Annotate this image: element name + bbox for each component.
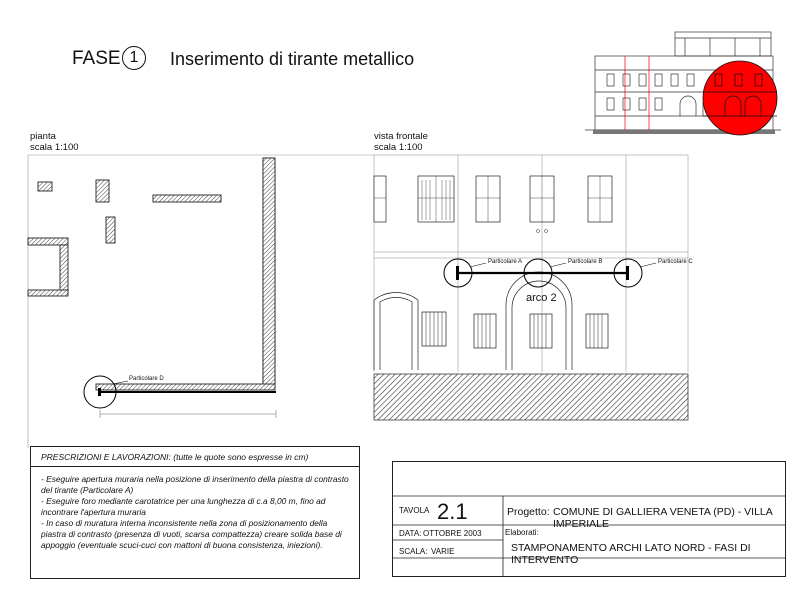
plan-view-title: pianta xyxy=(30,131,56,142)
front-view-scale: scala 1:100 xyxy=(374,142,423,153)
tavola-label: TAVOLA xyxy=(399,506,430,515)
notes-heading: PRESCRIZIONI E LAVORAZIONI: (tutte le quote sono espresse in cm) xyxy=(41,452,309,462)
front-view-title: vista frontale xyxy=(374,131,428,142)
elevation-drawing xyxy=(370,150,790,450)
notes-box xyxy=(30,446,360,579)
note-item: - Eseguire apertura muraria nella posizione di inserimento della piastra di contrasto del tirante (Particolare A) xyxy=(41,474,349,495)
page-title: Inserimento di tirante metallico xyxy=(170,49,415,69)
detail-c-label: Particolare C xyxy=(658,259,693,265)
progetto-value: COMUNE DI GALLIERA VENETA (PD) - VILLA IMPERIALE xyxy=(553,506,773,530)
plan-view-scale: scala 1:100 xyxy=(30,142,79,153)
notes-divider xyxy=(31,466,359,467)
data-value: OTTOBRE 2003 xyxy=(423,529,482,538)
arch-label: arco 2 xyxy=(526,292,557,304)
notes-body xyxy=(41,474,351,551)
tavola-value: 2.1 xyxy=(437,499,468,524)
detail-b-label: Particolare B xyxy=(568,259,603,265)
scala-value: VARIE xyxy=(431,547,455,556)
progetto-label: Progetto: xyxy=(507,506,550,518)
note-item: - In caso di muratura interna inconsistente nella zona di posizionamento della piastra di contrasto (presenza di vuoti, scarsa compattezza) creare solida base di appoggio (eventuale scuci-cuci con mattoni di buona consistenza, iniezioni). xyxy=(41,518,342,550)
fase-label: FASE xyxy=(72,48,121,69)
note-item: - Eseguire foro mediante carotatrice per una lunghezza di c.a 8,00 m, fino ad incontrare l'apertura muraria xyxy=(41,496,326,517)
plan-drawing xyxy=(0,0,380,450)
fase-number-badge: 1 xyxy=(122,46,146,70)
scala-label: SCALA: xyxy=(399,547,428,556)
key-plan-thumbnail xyxy=(585,30,785,140)
title-block xyxy=(392,461,786,577)
elaborati-label: Elaborati: xyxy=(505,528,539,537)
elaborati-value: STAMPONAMENTO ARCHI LATO NORD - FASI DI INTERVENTO xyxy=(511,542,751,566)
detail-a-label: Particolare A xyxy=(488,259,523,265)
detail-d-label: Particolare D xyxy=(129,376,164,382)
highlight-circle xyxy=(703,61,777,135)
data-label: DATA: xyxy=(399,529,422,538)
